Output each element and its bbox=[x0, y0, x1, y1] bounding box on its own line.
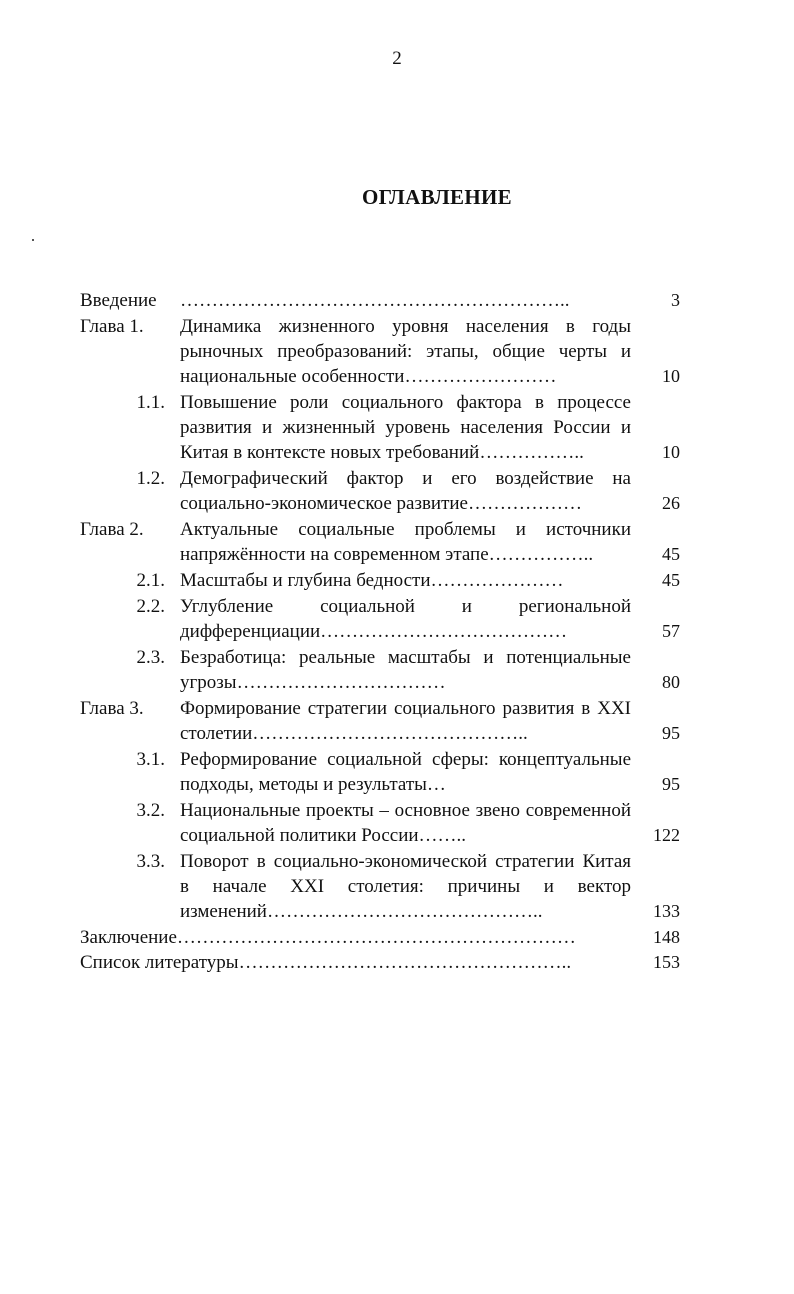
toc-entry-section-2-3[interactable] bbox=[80, 645, 680, 695]
toc-entry-page: 3 bbox=[671, 290, 680, 310]
toc-entry-title: Демографический фактор и его воздействие на социально-экономическое развитие……………… bbox=[180, 468, 631, 514]
toc-entry-page: 153 bbox=[653, 952, 680, 972]
toc-entry-title: Формирование стратегии социального развития в XXI столетии…………………………………….. bbox=[180, 698, 631, 744]
toc-entry-label: Глава 2. bbox=[80, 519, 144, 540]
toc-entry-section-1-1[interactable] bbox=[80, 390, 680, 465]
toc-entry-title: Повышение роли социального фактора в процессе развития и жизненный уровень населения России и Китая в контексте новых требований…………….. bbox=[180, 392, 631, 463]
toc-entry-title: Реформирование социальной сферы: концептуальные подходы, методы и результаты… bbox=[180, 749, 631, 795]
table-of-contents bbox=[80, 288, 680, 975]
toc-entry-conclusion[interactable] bbox=[80, 925, 680, 950]
toc-entry-page: 95 bbox=[662, 774, 680, 794]
toc-entry-label: Глава 1. bbox=[80, 316, 144, 337]
toc-entry-number: 2.3. bbox=[136, 647, 165, 668]
toc-entry-section-3-1[interactable] bbox=[80, 747, 680, 797]
toc-entry-label: Глава 3. bbox=[80, 698, 144, 719]
toc-entry-number: 3.2. bbox=[136, 800, 165, 821]
toc-entry-number: 3.1. bbox=[136, 749, 165, 770]
toc-entry-section-2-2[interactable] bbox=[80, 594, 680, 644]
toc-entry-chapter-3[interactable] bbox=[80, 696, 680, 746]
toc-entry-page: 133 bbox=[653, 901, 680, 921]
toc-entry-title: Динамика жизненного уровня населения в годы рыночных преобразований: этапы, общие черты и национальные особенности…………………… bbox=[180, 316, 631, 387]
toc-entry-introduction[interactable] bbox=[80, 288, 680, 313]
toc-entry-number: 3.3. bbox=[136, 851, 165, 872]
toc-entry-title: Национальные проекты – основное звено современной социальной политики России…….. bbox=[180, 800, 631, 846]
toc-entry-leader: …………………………………………………….. bbox=[180, 290, 570, 311]
toc-entry-section-2-1[interactable] bbox=[80, 568, 680, 593]
toc-entry-title: Актуальные социальные проблемы и источники напряжённости на современном этапе…………….. bbox=[180, 519, 631, 565]
page-title: ОГЛАВЛЕНИЕ bbox=[362, 185, 512, 209]
toc-entry-title: Поворот в социально-экономической стратегии Китая в начале XXI столетия: причины и вектор изменений…………………………………….. bbox=[180, 851, 631, 922]
toc-entry-page: 57 bbox=[662, 621, 680, 641]
toc-entry-page: 122 bbox=[653, 825, 680, 845]
toc-entry-page: 45 bbox=[662, 570, 680, 590]
scan-speck bbox=[32, 239, 34, 241]
toc-entry-number: 2.1. bbox=[136, 570, 165, 591]
toc-entry-page: 148 bbox=[653, 927, 680, 947]
toc-entry-title: Углубление социальной и региональной дифференциации………………………………… bbox=[180, 596, 631, 642]
toc-entry-number: 2.2. bbox=[136, 596, 165, 617]
toc-entry-page: 26 bbox=[662, 493, 680, 513]
toc-entry-page: 10 bbox=[662, 442, 680, 462]
toc-entry-label: Введение bbox=[80, 290, 157, 311]
toc-entry-page: 80 bbox=[662, 672, 680, 692]
toc-entry-section-1-2[interactable] bbox=[80, 466, 680, 516]
toc-entry-chapter-1[interactable] bbox=[80, 314, 680, 389]
toc-entry-chapter-2[interactable] bbox=[80, 517, 680, 567]
toc-entry-title: Список литературы…………………………………………….. bbox=[80, 952, 572, 973]
toc-entry-page: 95 bbox=[662, 723, 680, 743]
toc-entry-number: 1.2. bbox=[136, 468, 165, 489]
toc-entry-title: Безработица: реальные масштабы и потенциальные угрозы…………………………… bbox=[180, 647, 631, 693]
toc-entry-title: Заключение……………………………………………………… bbox=[80, 927, 576, 948]
toc-entry-section-3-2[interactable] bbox=[80, 798, 680, 848]
toc-entry-title: Масштабы и глубина бедности………………… bbox=[180, 570, 564, 591]
toc-entry-number: 1.1. bbox=[136, 392, 165, 413]
toc-entry-bibliography[interactable] bbox=[80, 950, 680, 975]
page-number: 2 bbox=[392, 48, 402, 69]
toc-entry-page: 10 bbox=[662, 366, 680, 386]
toc-entry-section-3-3[interactable] bbox=[80, 849, 680, 924]
toc-entry-page: 45 bbox=[662, 544, 680, 564]
